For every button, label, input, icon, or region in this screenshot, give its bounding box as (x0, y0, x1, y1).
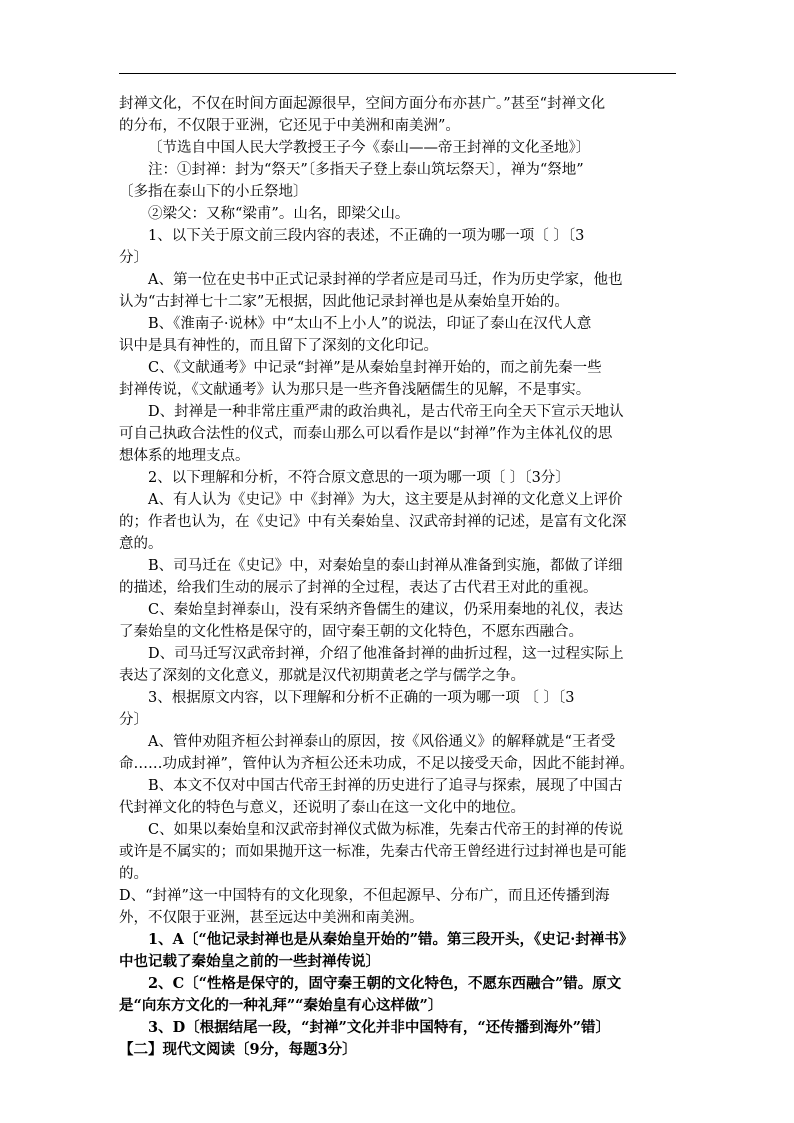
option-line: 了秦始皇的文化性格是保守的，固守秦王朝的文化特色，不愿东西融合。 (119, 624, 583, 640)
option-line: C、《文献通考》中记录“封禅”是从秦始皇封禅开始的，而之前先秦一些 (148, 360, 602, 376)
option-line: 封禅传说，《文献通考》认为那只是一些齐鲁浅陋儒生的见解，不是事实。 (119, 382, 591, 398)
option-line: B、《淮南子·说林》中“太山不上小人”的说法，印证了泰山在汉代人意 (148, 316, 592, 332)
option-line: 代封禅文化的特色与意义，还说明了泰山在这一文化中的地位。 (119, 800, 525, 816)
option-line: 的；作者也认为，在《史记》中有关秦始皇、汉武帝封禅的记述，是富有文化深 (119, 514, 627, 530)
option-line: A、第一位在史书中正式记录封禅的学者应是司马迁，作为历史学家，他也 (148, 272, 623, 288)
option-line: 的描述，给我们生动的展示了封禅的全过程，表达了古代君王对此的重视。 (119, 580, 598, 596)
question-2: 2、以下理解和分析，不符合原文意思的一项为哪一项〔 〕〔3分〕 (148, 470, 570, 486)
option-line: 意的。 (119, 536, 163, 552)
option-line: 可自己执政合法性的仪式，而泰山那么可以看作是以“封禅”作为主体礼仪的思 (119, 426, 613, 442)
option-line: B、本文不仅对中国古代帝王封禅的历史进行了追寻与探索，展现了中国古 (148, 778, 623, 794)
answer-2: 2、C〔“性格是保守的，固守秦王朝的文化特色，不愿东西融合”错。原文 (148, 975, 622, 992)
option-line: C、如果以秦始皇和汉武帝封禅仪式做为标准，先秦古代帝王的封禅的传说 (148, 822, 624, 838)
answer-1-cont: 中也记载了秦始皇之前的一些封禅传说〕 (119, 953, 380, 970)
option-line: 命……功成封禅”，管仲认为齐桓公还未功成，不足以接受天命，因此不能封禅。 (119, 756, 634, 772)
option-line: B、司马迁在《史记》中，对秦始皇的泰山封禅从准备到实施，都做了详细 (148, 558, 623, 574)
option-line: 或许是不属实的；而如果抛开这一标准，先秦古代帝王曾经进行过封禅也是可能 (119, 844, 627, 860)
question-3-score: 分〕 (119, 712, 148, 728)
note-line: ②梁父：又称“梁甫”。山名，即梁父山。 (148, 206, 410, 222)
option-line: 外，不仅限于亚洲，甚至远达中美洲和南美洲。 (119, 910, 424, 926)
section-heading: 【二】现代文阅读〔9分，每题3分〕 (119, 1041, 357, 1058)
option-line: 的。 (119, 866, 148, 882)
answer-3: 3、D〔根据结尾一段，“封禅”文化并非中国特有，“还传播到海外”错〕 (148, 1019, 611, 1036)
answer-2-cont: 是“向东方文化的一种礼拜”“秦始皇有心这样做”〕 (119, 997, 443, 1014)
question-3: 3、根据原文内容，以下理解和分析不正确的一项为哪一项 〔 〕〔3 (148, 690, 575, 706)
option-line: 识中是具有神性的，而且留下了深刻的文化印记。 (119, 338, 438, 354)
text-line: 封禅文化，不仅在时间方面起源很早，空间方面分布亦甚广。”甚至“封禅文化 (119, 96, 606, 112)
header-rule (119, 73, 676, 74)
question-1-score: 分〕 (119, 250, 148, 266)
option-line: D、司马迁写汉武帝封禅，介绍了他准备封禅的曲折过程，这一过程实际上 (148, 646, 624, 662)
option-line: 认为“古封禅七十二家”无根据，因此他记录封禅也是从秦始皇开始的。 (119, 294, 569, 310)
answer-1: 1、A〔“他记录封禅也是从秦始皇开始的”错。第三段开头，《史记·封禅书》 (148, 931, 634, 948)
option-line: 表达了深刻的文化意义，那就是汉代初期黄老之学与儒学之争。 (119, 668, 525, 684)
option-line: C、秦始皇封禅泰山，没有采纳齐鲁儒生的建议，仍采用秦地的礼仪，表达 (148, 602, 624, 618)
note-line: 注：①封禅：封为“祭天”〔多指天子登上泰山筑坛祭天〕，禅为“祭地” (148, 162, 584, 178)
option-line: 想体系的地理支点。 (119, 448, 250, 464)
note-line: 〔多指在泰山下的小丘祭地〕 (119, 184, 308, 200)
option-line: D、“封禅”这一中国特有的文化现象，不但起源早、分布广，而且还传播到海 (119, 888, 610, 904)
question-1: 1、以下关于原文前三段内容的表述，不正确的一项为哪一项〔 〕〔3 (148, 228, 585, 244)
option-line: A、管仲劝阻齐桓公封禅泰山的原因，按《风俗通义》的解释就是“王者受 (148, 734, 616, 750)
text-line: 的分布，不仅限于亚洲，它还见于中美洲和南美洲”。 (119, 118, 460, 134)
option-line: D、封禅是一种非常庄重严肃的政治典礼，是古代帝王向全天下宣示天地认 (148, 404, 624, 420)
source-citation: 〔节选自中国人民大学教授王子今《泰山——帝王封禅的文化圣地》〕 (148, 140, 591, 156)
option-line: A、有人认为《史记》中《封禅》为大，这主要是从封禅的文化意义上评价 (148, 492, 623, 508)
